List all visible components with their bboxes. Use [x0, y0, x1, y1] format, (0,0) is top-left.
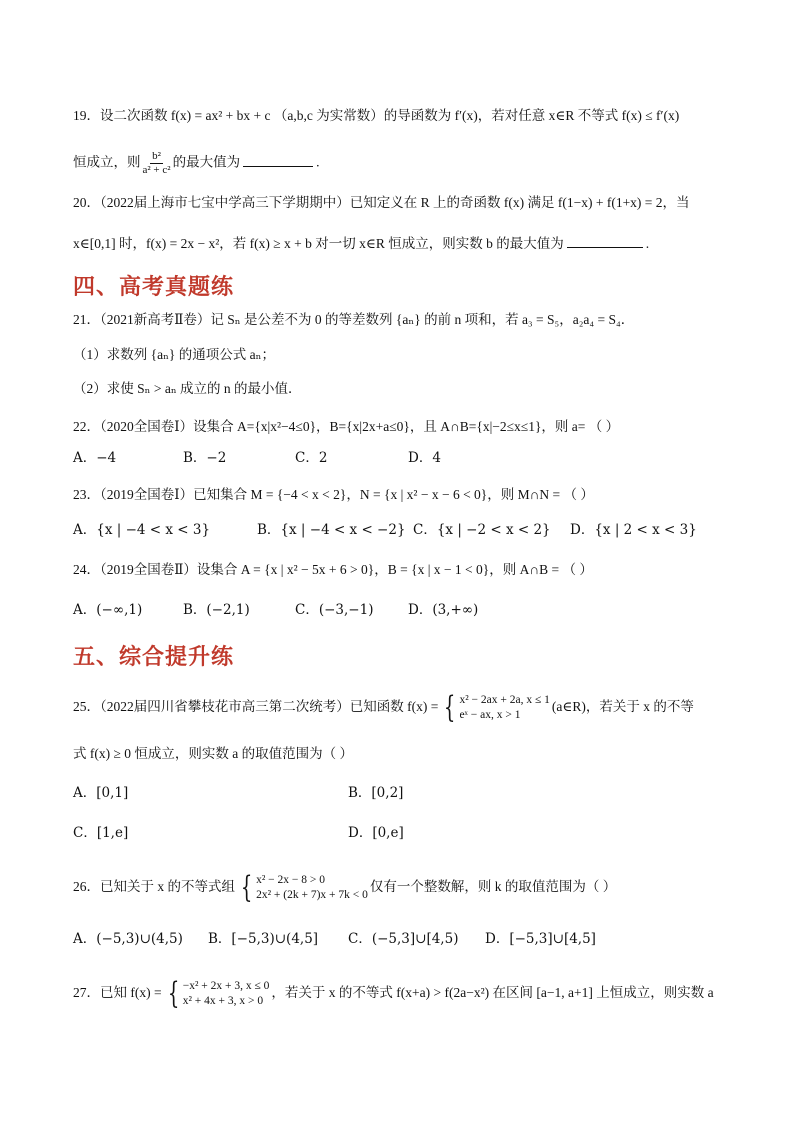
q25-case1: x² − 2ax + 2a, x ≤ 1	[459, 693, 550, 706]
q26-system	[237, 869, 368, 905]
q19-line2-post: 的最大值为	[172, 154, 241, 170]
q26-post: 仅有一个整数解，则 k 的取值范围为（ ）	[369, 879, 617, 894]
q19-answer-blank[interactable]	[243, 152, 313, 167]
q25-case2: eˣ − ax, x > 1	[459, 708, 521, 721]
q26-brace-icon: {	[240, 869, 253, 905]
q23-stem: 23．（2019全国卷Ⅰ）已知集合 M = {−4 < x < 2}，N = {x | x² − x − 6 < 0}，则 M∩N = （ ）	[73, 487, 594, 502]
q19-frac-den: a² + c²	[142, 164, 171, 176]
section-title-5: 五、综合提升练	[73, 645, 235, 670]
q25-brace-icon: {	[444, 689, 456, 725]
q24-option-c[interactable]: C．(−3,−1)	[295, 602, 374, 618]
q20-line1: 20．（2022届上海市七宝中学高三下学期期中）已知定义在 R 上的奇函数 f(x) 满足 f(1−x) + f(1+x) = 2，当	[73, 195, 690, 210]
q25-option-c[interactable]: C．[1,e]	[73, 825, 129, 841]
q24-option-d[interactable]: D．(3,+∞)	[408, 602, 479, 618]
q22-stem: 22．（2020全国卷Ⅰ）设集合 A={x|x²−4≤0}，B={x|2x+a≤0}，且 A∩B={x|−2≤x≤1}，则 a= （ ）	[73, 419, 620, 434]
q25-option-b[interactable]: B．[0,2]	[348, 785, 404, 801]
q25-line1	[73, 690, 734, 724]
q22-option-a[interactable]: A．−4	[73, 450, 117, 466]
q21-line3: （2）求使 Sₙ > aₙ 成立的 n 的最小值．	[73, 381, 302, 396]
q27-piecewise	[164, 975, 270, 1011]
q25-option-d[interactable]: D．[0,e]	[348, 825, 404, 841]
q24-option-a[interactable]: A．(−∞,1)	[73, 602, 143, 618]
q19-line2-pre: 恒成立，则	[73, 154, 141, 170]
q25-post: (a∈R)，若关于 x 的不等	[551, 699, 694, 714]
q23-option-a[interactable]: A．{x | −4 < x < 3}	[73, 522, 211, 538]
q20-line2-text: x∈[0,1] 时，f(x) = 2x − x²，若 f(x) ≥ x + b 对一切 x∈R 恒成立，则实数 b 的最大值为	[73, 236, 564, 251]
q27-brace-icon: {	[167, 975, 179, 1011]
q20-answer-blank[interactable]	[567, 233, 643, 248]
q23-option-c[interactable]: C．{x | −2 < x < 2}	[413, 522, 551, 538]
q26-case1: x² − 2x − 8 > 0	[256, 873, 325, 886]
q22-option-b[interactable]: B．−2	[183, 450, 227, 466]
section-title-4: 四、高考真题练	[73, 275, 235, 300]
q25-pre: 25．（2022届四川省攀枝花市高三第二次统考）已知函数 f(x) =	[73, 699, 439, 714]
q27-pre: 27．已知 f(x) =	[73, 985, 162, 1000]
q26-option-b[interactable]: B．[−5,3)∪(4,5]	[208, 931, 319, 947]
q23-option-b[interactable]: B．{x | −4 < x < −2}	[257, 522, 406, 538]
q22-option-c[interactable]: C．2	[295, 450, 328, 466]
q22-option-d[interactable]: D．4	[408, 450, 441, 466]
q27-line1	[73, 976, 734, 1010]
q27-case2: x² + 4x + 3, x > 0	[182, 994, 264, 1007]
q25-piecewise	[440, 689, 550, 725]
q26-pre: 26．已知关于 x 的不等式组	[73, 879, 235, 894]
q27-post: ，若关于 x 的不等式 f(x+a) > f(2a−x²) 在区间 [a−1, a+1] 上恒成立，则实数 a	[271, 985, 714, 1000]
q23-option-d[interactable]: D．{x | 2 < x < 3}	[570, 522, 697, 538]
q21-line1: 21．（2021新高考Ⅱ卷）记 Sₙ 是公差不为 0 的等差数列 {aₙ} 的前 n 项和，若 a₃ = S₅，a₂a₄ = S₄．	[73, 312, 635, 327]
q21-line2: （1）求数列 {aₙ} 的通项公式 aₙ；	[73, 347, 275, 362]
q19-line1: 19．设二次函数 f(x) = ax² + bx + c （a,b,c 为实常数）的导函数为 f′(x)，若对任意 x∈R 不等式 f(x) ≤ f′(x)	[73, 108, 680, 123]
q26-option-a[interactable]: A．(−5,3)∪(4,5)	[73, 931, 183, 947]
q19-fraction	[143, 150, 171, 177]
q24-stem: 24．（2019全国卷Ⅱ）设集合 A = {x | x² − 5x + 6 > 0}，B = {x | x − 1 < 0}，则 A∩B = （ ）	[73, 562, 593, 577]
q25-line2: 式 f(x) ≥ 0 恒成立，则实数 a 的取值范围为（ ）	[73, 746, 354, 761]
q20-line2: x∈[0,1] 时，f(x) = 2x − x²，若 f(x) ≥ x + b 对一切 x∈R 恒成立，则实数 b 的最大值为 .	[73, 233, 734, 254]
q26-option-d[interactable]: D．[−5,3]∪[4,5]	[485, 931, 596, 947]
q19-line2: 恒成立，则 $\frac{\text{b²}}{\text{a² + c²}}$ 的最大值为 .	[73, 150, 320, 176]
q25-option-a[interactable]: A．[0,1]	[73, 785, 129, 801]
q26-line1	[73, 870, 734, 904]
q26-option-c[interactable]: C．(−5,3]∪[4,5)	[348, 931, 459, 947]
q26-case2: 2x² + (2k + 7)x + 7k < 0	[256, 888, 368, 901]
q24-option-b[interactable]: B．(−2,1)	[183, 602, 250, 618]
q27-case1: −x² + 2x + 3, x ≤ 0	[182, 979, 270, 992]
q19-frac-num: b²	[152, 150, 161, 162]
